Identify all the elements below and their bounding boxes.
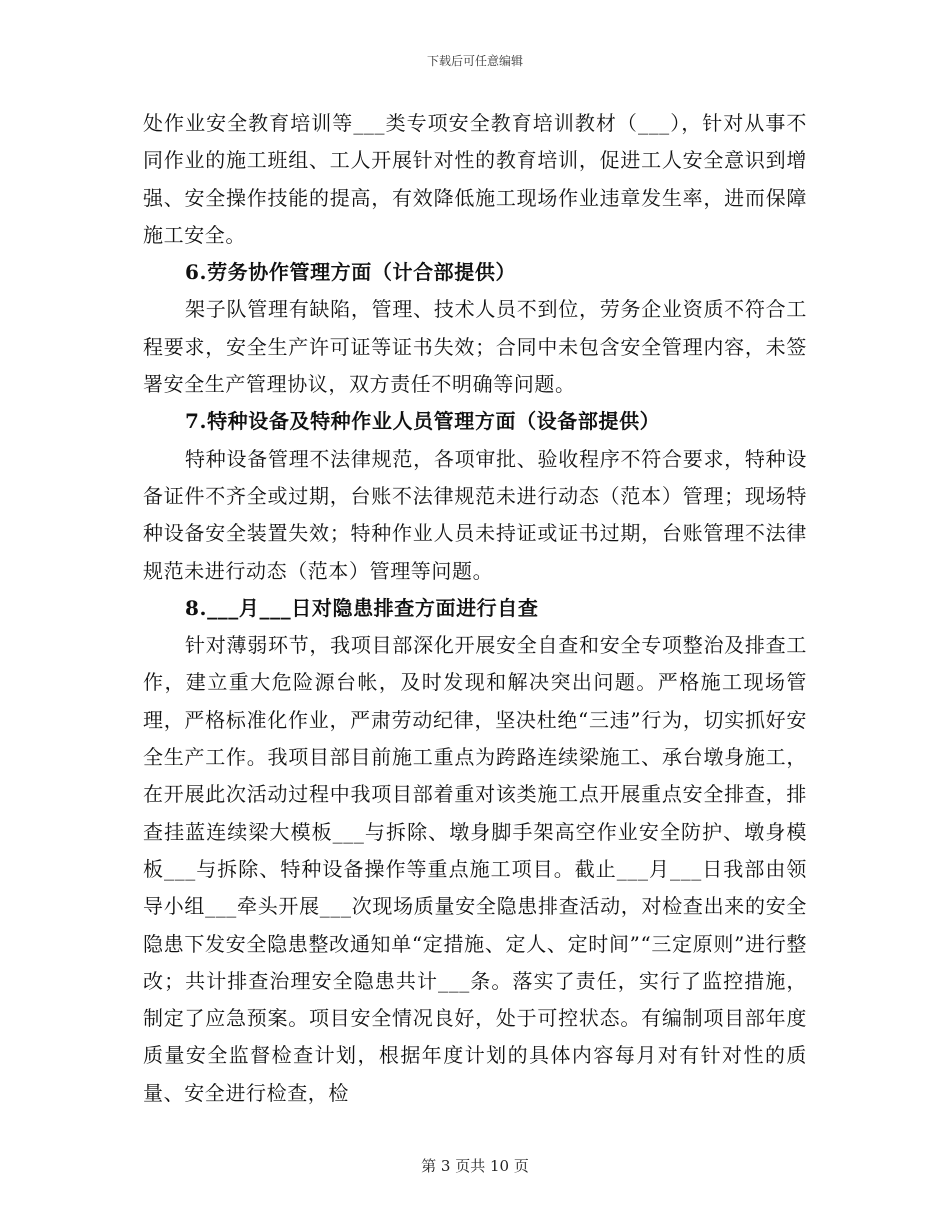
page-number: 第 3 页共 10 页 <box>421 1157 529 1175</box>
document-body <box>143 105 807 1112</box>
page-header: 下载后可任意编辑 <box>426 54 523 68</box>
section-heading-8: 8.___月___日对隐患排查方面进行自查 <box>185 595 539 620</box>
paragraph-continued: 处作业安全教育培训等___类专项安全教育培训教材（___），针对从事不同作业的施工班组、工人开展针对性的教育培训，促进工人安全意识到增强、安全操作技能的提高，有效降低施工现场作业违章发生率，进而保障施工安全。 <box>143 111 807 247</box>
paragraph-section-8: 针对薄弱环节，我项目部深化开展安全自查和安全专项整治及排查工作，建立重大危险源台帐，及时发现和解决突出问题。严格施工现场管理，严格标准化作业，严肃劳动纪律，坚决杜绝“三违”行为，切实抓好安全生产工作。我项目部目前施工重点为跨路连续梁施工、承台墩身施工，在开展此次活动过程中我项目部着重对该类施工点开展重点安全排查，排查挂蓝连续梁大模板___与拆除、墩身脚手架高空作业安全防护、墩身模板___与拆除、特种设备操作等重点施工项目。截止___月___日我部由领导小组___牵头开展___次现场质量安全隐患排查活动，对检查出来的安全隐患下发安全隐患整改通知单“定措施、定人、定时间”“三定原则”进行整改；共计排查治理安全隐患共计___条。落实了责任，实行了监控措施，制定了应急预案。项目安全情况良好，处于可控状态。有编制项目部年度质量安全监督检查计划，根据年度计划的具体内容每月对有针对性的质量、安全进行检查，检 <box>143 633 807 1105</box>
section-heading-6: 6.劳务协作管理方面（计合部提供） <box>185 260 517 285</box>
section-heading-7: 7.特种设备及特种作业人员管理方面（设备部提供） <box>185 409 661 434</box>
paragraph-section-7: 特种设备管理不法律规范，各项审批、验收程序不符合要求，特种设备证件不齐全或过期，台账不法律规范未进行动态（范本）管理；现场特种设备安全装置失效；特种作业人员未持证或证书过期，台账管理不法律规范未进行动态（范本）管理等问题。 <box>143 446 807 583</box>
paragraph-section-6: 架子队管理有缺陷，管理、技术人员不到位，劳务企业资质不符合工程要求，安全生产许可证等证书失效；合同中未包含安全管理内容，未签署安全生产管理协议，双方责任不明确等问题。 <box>143 297 807 397</box>
